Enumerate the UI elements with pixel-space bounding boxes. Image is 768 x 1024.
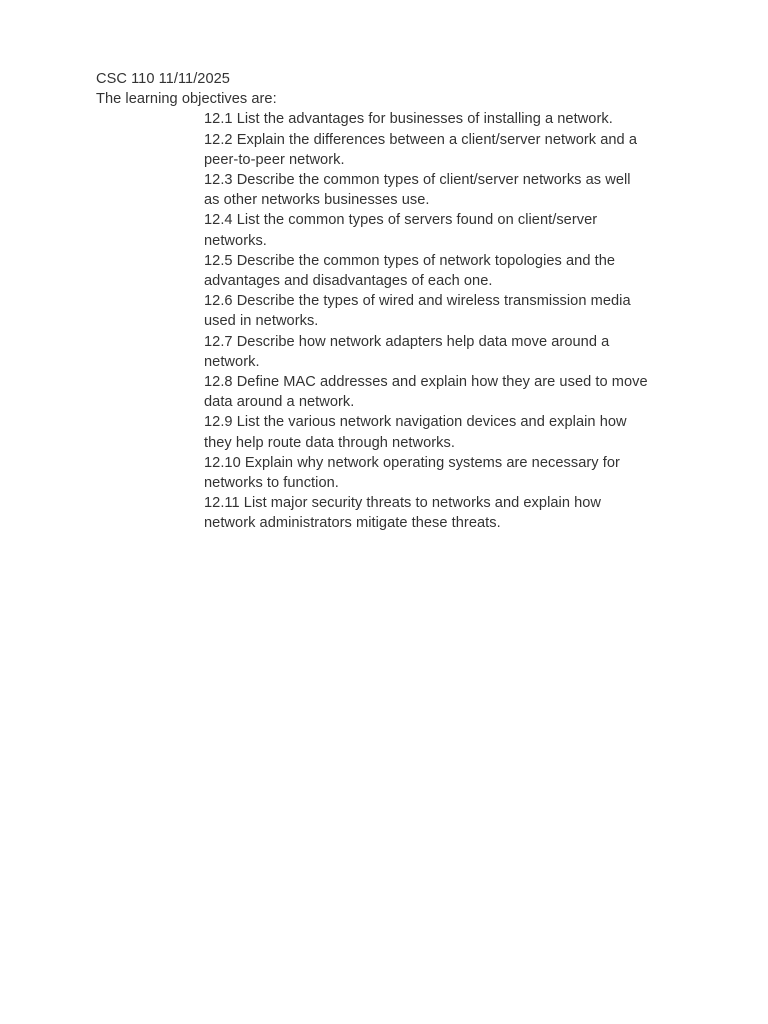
objective-12-3 <box>204 170 674 210</box>
objective-line: networks to function. <box>204 475 339 492</box>
objective-line: 12.4 List the common types of servers found on client/server <box>204 212 598 229</box>
objective-line: they help route data through networks. <box>204 434 455 451</box>
objective-12-10 <box>204 453 674 493</box>
objective-line: used in networks. <box>204 313 319 330</box>
objective-line: 12.5 Describe the common types of network topologies and the <box>204 252 616 269</box>
objective-12-8 <box>204 372 674 412</box>
objective-line: 12.10 Explain why network operating systems are necessary for <box>204 454 620 471</box>
objective-line: 12.11 List major security threats to networks and explain how <box>204 495 602 512</box>
objective-line: 12.2 Explain the differences between a client/server network and a <box>204 131 637 148</box>
objective-12-11 <box>204 493 674 533</box>
course-heading: CSC 110 11/11/2025 <box>96 71 230 87</box>
objective-12-9 <box>204 412 674 452</box>
objective-12-4 <box>204 210 674 250</box>
objective-12-2 <box>204 130 674 170</box>
objective-line: advantages and disadvantages of each one. <box>204 273 493 290</box>
objective-line: 12.9 List the various network navigation devices and explain how <box>204 414 627 431</box>
objective-line: 12.8 Define MAC addresses and explain how they are used to move <box>204 374 648 391</box>
objectives-list <box>96 109 686 533</box>
objective-line: 12.3 Describe the common types of client/server networks as well <box>204 172 631 189</box>
objective-12-5 <box>204 251 674 291</box>
objective-12-7 <box>204 332 674 372</box>
document-body <box>96 69 686 534</box>
objective-line: 12.7 Describe how network adapters help data move around a <box>204 333 610 350</box>
objective-line: network. <box>204 353 260 370</box>
objective-line: 12.1 List the advantages for businesses of installing a network. <box>204 111 613 128</box>
objective-line: peer-to-peer network. <box>204 151 345 168</box>
objective-line: data around a network. <box>204 394 355 411</box>
objective-line: 12.6 Describe the types of wired and wireless transmission media <box>204 293 631 310</box>
objective-line: networks. <box>204 232 267 249</box>
objective-line: network administrators mitigate these threats. <box>204 515 501 532</box>
objective-12-6 <box>204 291 674 331</box>
objectives-intro: The learning objectives are: <box>96 91 277 108</box>
objective-12-1 <box>204 109 674 129</box>
objective-line: as other networks businesses use. <box>204 192 430 209</box>
